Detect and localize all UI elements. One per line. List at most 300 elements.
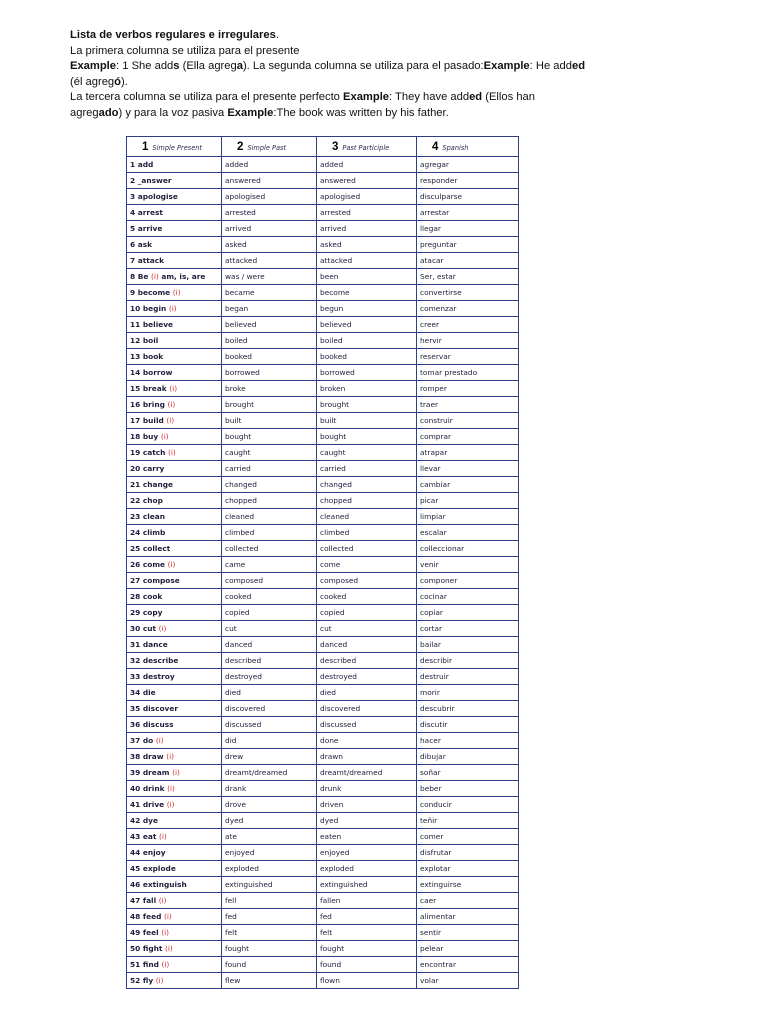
document-title: Lista de verbos regulares e irregulares: [70, 29, 276, 41]
table-row: [127, 717, 519, 733]
table-row: [127, 317, 519, 333]
verb-present: 47 fall: [130, 896, 157, 905]
cell-simple-past: brought: [222, 397, 317, 413]
verb-present: 7 attack: [130, 256, 165, 265]
table-row: [127, 349, 519, 365]
irregular-marker: (i): [158, 896, 167, 905]
intro-title-line: Lista de verbos regulares e irregulares.: [70, 29, 279, 41]
cell-past-participle: copied: [317, 605, 417, 621]
cell-past-participle: composed: [317, 573, 417, 589]
cell-simple-present: [127, 653, 222, 669]
verb-present: 2 _answer: [130, 176, 172, 185]
verb-present: 50 fight: [130, 944, 163, 953]
irregular-marker: (i): [165, 944, 173, 953]
table-row: [127, 365, 519, 381]
cell-simple-present: [127, 893, 222, 909]
cell-simple-present: [127, 253, 222, 269]
cell-spanish: extinguirse: [417, 877, 519, 893]
cell-simple-past: added: [222, 157, 317, 173]
cell-simple-present: [127, 909, 222, 925]
cell-simple-past: did: [222, 733, 317, 749]
cell-spanish: destruir: [417, 669, 519, 685]
cell-simple-present: [127, 669, 222, 685]
table-row: [127, 189, 519, 205]
table-header-row: [127, 137, 519, 157]
table-row: [127, 573, 519, 589]
cell-spanish: hervir: [417, 333, 519, 349]
header-past-participle: 3 Past Participle: [317, 137, 417, 157]
table-row: [127, 749, 519, 765]
cell-simple-past: found: [222, 957, 317, 973]
cell-spanish: disfrutar: [417, 845, 519, 861]
cell-simple-present: [127, 541, 222, 557]
cell-past-participle: asked: [317, 237, 417, 253]
cell-spanish: comenzar: [417, 301, 519, 317]
cell-spanish: caer: [417, 893, 519, 909]
cell-simple-past: caught: [222, 445, 317, 461]
cell-simple-present: [127, 333, 222, 349]
cell-simple-past: dyed: [222, 813, 317, 829]
cell-spanish: escalar: [417, 525, 519, 541]
irregular-marker: (i): [155, 736, 164, 745]
table-row: [127, 829, 519, 845]
cell-past-participle: extinguished: [317, 877, 417, 893]
verb-present: 4 arrest: [130, 208, 163, 217]
cell-spanish: teñir: [417, 813, 519, 829]
irregular-marker: (i): [163, 912, 172, 921]
table-row: [127, 285, 519, 301]
cell-simple-present: [127, 461, 222, 477]
cell-past-participle: enjoyed: [317, 845, 417, 861]
cell-simple-past: built: [222, 413, 317, 429]
verb-present: 13 book: [130, 352, 164, 361]
verb-present: 18 buy: [130, 432, 159, 441]
verb-present: 27 compose: [130, 576, 180, 585]
verb-present: 1 add: [130, 160, 154, 169]
header-spanish: 4 Spanish: [417, 137, 519, 157]
table-row: [127, 909, 519, 925]
cell-simple-past: changed: [222, 477, 317, 493]
cell-simple-past: discussed: [222, 717, 317, 733]
cell-spanish: Ser, estar: [417, 269, 519, 285]
verb-rows: [127, 157, 519, 989]
cell-simple-past: believed: [222, 317, 317, 333]
verb-present: 28 cook: [130, 592, 163, 601]
cell-simple-past: broke: [222, 381, 317, 397]
table-row: [127, 957, 519, 973]
irregular-marker: (i): [166, 800, 175, 809]
verb-present: 35 discover: [130, 704, 179, 713]
cell-simple-past: drove: [222, 797, 317, 813]
intro-line-3: La tercera columna se utiliza para el presente perfecto Example: They have added (Ellos han agregado) y para la voz pasiva Example:The book was written by his father.: [70, 91, 535, 119]
table-row: [127, 205, 519, 221]
cell-spanish: picar: [417, 493, 519, 509]
cell-simple-past: arrived: [222, 221, 317, 237]
cell-simple-past: booked: [222, 349, 317, 365]
verb-present-forms: am, is, are: [158, 272, 206, 281]
cell-simple-present: [127, 701, 222, 717]
cell-past-participle: carried: [317, 461, 417, 477]
verb-present: 6 ask: [130, 240, 153, 249]
table-row: [127, 557, 519, 573]
irregular-marker: (i): [167, 560, 176, 569]
table-row: [127, 685, 519, 701]
cell-spanish: traer: [417, 397, 519, 413]
cell-simple-past: fought: [222, 941, 317, 957]
verb-present: 8 Be: [130, 272, 149, 281]
verb-present: 49 feel: [130, 928, 159, 937]
cell-simple-present: [127, 861, 222, 877]
cell-simple-past: collected: [222, 541, 317, 557]
irregular-marker: (i): [166, 752, 175, 761]
cell-simple-present: [127, 317, 222, 333]
table-row: [127, 925, 519, 941]
verb-present: 24 climb: [130, 528, 166, 537]
verb-present: 23 clean: [130, 512, 166, 521]
cell-spanish: llegar: [417, 221, 519, 237]
cell-simple-present: [127, 845, 222, 861]
cell-past-participle: booked: [317, 349, 417, 365]
cell-simple-past: answered: [222, 173, 317, 189]
table-row: [127, 637, 519, 653]
cell-spanish: soñar: [417, 765, 519, 781]
verb-present: 25 collect: [130, 544, 171, 553]
verb-present: 10 begin: [130, 304, 167, 313]
cell-simple-past: cut: [222, 621, 317, 637]
cell-spanish: limpiar: [417, 509, 519, 525]
header-simple-present: 1 Simple Present: [127, 137, 222, 157]
table-row: [127, 381, 519, 397]
cell-simple-present: [127, 797, 222, 813]
cell-spanish: cambiar: [417, 477, 519, 493]
cell-simple-past: asked: [222, 237, 317, 253]
irregular-marker: (i): [168, 304, 177, 313]
cell-simple-present: [127, 237, 222, 253]
table-row: [127, 893, 519, 909]
irregular-marker: (i): [167, 784, 175, 793]
table-row: [127, 941, 519, 957]
cell-simple-present: [127, 285, 222, 301]
irregular-marker: (i): [161, 960, 170, 969]
cell-simple-present: [127, 813, 222, 829]
cell-spanish: volar: [417, 973, 519, 989]
cell-past-participle: danced: [317, 637, 417, 653]
cell-simple-past: exploded: [222, 861, 317, 877]
cell-simple-present: [127, 301, 222, 317]
intro-text: [70, 28, 590, 121]
cell-simple-past: came: [222, 557, 317, 573]
table-row: [127, 237, 519, 253]
cell-spanish: atacar: [417, 253, 519, 269]
cell-simple-present: [127, 365, 222, 381]
cell-simple-present: [127, 877, 222, 893]
cell-past-participle: destroyed: [317, 669, 417, 685]
verb-present: 44 enjoy: [130, 848, 166, 857]
verb-present: 21 change: [130, 480, 174, 489]
table-row: [127, 157, 519, 173]
cell-simple-present: [127, 973, 222, 989]
cell-spanish: explotar: [417, 861, 519, 877]
cell-spanish: llevar: [417, 461, 519, 477]
irregular-marker: (i): [150, 272, 159, 281]
table-row: [127, 333, 519, 349]
cell-simple-present: [127, 749, 222, 765]
cell-past-participle: come: [317, 557, 417, 573]
irregular-marker: (i): [160, 432, 169, 441]
cell-spanish: tomar prestado: [417, 365, 519, 381]
cell-simple-past: cleaned: [222, 509, 317, 525]
cell-spanish: reservar: [417, 349, 519, 365]
cell-simple-past: arrested: [222, 205, 317, 221]
cell-simple-present: [127, 557, 222, 573]
cell-simple-present: [127, 509, 222, 525]
cell-past-participle: cleaned: [317, 509, 417, 525]
header-simple-past: 2 Simple Past: [222, 137, 317, 157]
cell-spanish: bailar: [417, 637, 519, 653]
cell-past-participle: flown: [317, 973, 417, 989]
table-row: [127, 781, 519, 797]
cell-simple-present: [127, 221, 222, 237]
table-row: [127, 253, 519, 269]
table-row: [127, 973, 519, 989]
cell-simple-present: [127, 157, 222, 173]
cell-past-participle: driven: [317, 797, 417, 813]
irregular-marker: (i): [158, 832, 167, 841]
verb-present: 46 extinguish: [130, 880, 187, 889]
cell-spanish: atrapar: [417, 445, 519, 461]
table-row: [127, 589, 519, 605]
verb-present: 3 apologise: [130, 192, 178, 201]
cell-past-participle: discussed: [317, 717, 417, 733]
verb-present: 36 discuss: [130, 720, 174, 729]
cell-spanish: alimentar: [417, 909, 519, 925]
verb-present: 30 cut: [130, 624, 157, 633]
cell-simple-present: [127, 829, 222, 845]
cell-simple-past: fed: [222, 909, 317, 925]
cell-simple-present: [127, 925, 222, 941]
cell-simple-past: apologised: [222, 189, 317, 205]
cell-past-participle: arrested: [317, 205, 417, 221]
cell-spanish: disculparse: [417, 189, 519, 205]
cell-simple-present: [127, 605, 222, 621]
cell-simple-past: flew: [222, 973, 317, 989]
cell-past-participle: bought: [317, 429, 417, 445]
cell-spanish: cocinar: [417, 589, 519, 605]
table-row: [127, 877, 519, 893]
cell-spanish: convertirse: [417, 285, 519, 301]
cell-spanish: descubrir: [417, 701, 519, 717]
cell-simple-past: climbed: [222, 525, 317, 541]
cell-simple-past: discovered: [222, 701, 317, 717]
cell-past-participle: attacked: [317, 253, 417, 269]
cell-simple-past: drew: [222, 749, 317, 765]
cell-simple-past: died: [222, 685, 317, 701]
cell-past-participle: described: [317, 653, 417, 669]
cell-spanish: hacer: [417, 733, 519, 749]
cell-simple-present: [127, 429, 222, 445]
verb-present: 34 die: [130, 688, 156, 697]
verb-present: 29 copy: [130, 608, 163, 617]
table-row: [127, 397, 519, 413]
cell-spanish: romper: [417, 381, 519, 397]
table-row: [127, 301, 519, 317]
cell-past-participle: dyed: [317, 813, 417, 829]
irregular-marker: (i): [155, 976, 164, 985]
cell-simple-present: [127, 381, 222, 397]
cell-spanish: dibujar: [417, 749, 519, 765]
cell-past-participle: drunk: [317, 781, 417, 797]
cell-simple-present: [127, 637, 222, 653]
table-row: [127, 733, 519, 749]
irregular-marker: (i): [167, 448, 176, 457]
table-row: [127, 701, 519, 717]
table-row: [127, 861, 519, 877]
irregular-marker: (i): [167, 400, 176, 409]
table-row: [127, 653, 519, 669]
verb-present: 17 build: [130, 416, 164, 425]
verb-present: 9 become: [130, 288, 171, 297]
verb-present: 14 borrow: [130, 368, 173, 377]
table-row: [127, 765, 519, 781]
table-row: [127, 813, 519, 829]
cell-simple-past: described: [222, 653, 317, 669]
cell-simple-past: destroyed: [222, 669, 317, 685]
cell-past-participle: arrived: [317, 221, 417, 237]
cell-spanish: colleccionar: [417, 541, 519, 557]
cell-past-participle: borrowed: [317, 365, 417, 381]
table-row: [127, 797, 519, 813]
cell-spanish: beber: [417, 781, 519, 797]
cell-simple-present: [127, 349, 222, 365]
verb-present: 22 chop: [130, 496, 163, 505]
verb-present: 52 fly: [130, 976, 154, 985]
cell-past-participle: died: [317, 685, 417, 701]
cell-past-participle: chopped: [317, 493, 417, 509]
cell-past-participle: felt: [317, 925, 417, 941]
cell-simple-past: bought: [222, 429, 317, 445]
cell-simple-present: [127, 765, 222, 781]
cell-past-participle: fed: [317, 909, 417, 925]
cell-past-participle: been: [317, 269, 417, 285]
cell-spanish: preguntar: [417, 237, 519, 253]
cell-past-participle: changed: [317, 477, 417, 493]
cell-past-participle: cooked: [317, 589, 417, 605]
cell-simple-present: [127, 525, 222, 541]
table-row: [127, 605, 519, 621]
cell-past-participle: answered: [317, 173, 417, 189]
irregular-marker: (i): [172, 768, 180, 777]
cell-spanish: comprar: [417, 429, 519, 445]
verb-present: 39 dream: [130, 768, 170, 777]
table-row: [127, 845, 519, 861]
cell-spanish: pelear: [417, 941, 519, 957]
cell-past-participle: become: [317, 285, 417, 301]
irregular-marker: (i): [166, 416, 175, 425]
cell-simple-present: [127, 173, 222, 189]
verb-present: 20 carry: [130, 464, 165, 473]
cell-past-participle: eaten: [317, 829, 417, 845]
cell-past-participle: fought: [317, 941, 417, 957]
table-row: [127, 269, 519, 285]
cell-past-participle: exploded: [317, 861, 417, 877]
table-row: [127, 429, 519, 445]
cell-simple-past: felt: [222, 925, 317, 941]
cell-simple-past: fell: [222, 893, 317, 909]
cell-past-participle: built: [317, 413, 417, 429]
cell-spanish: conducir: [417, 797, 519, 813]
irregular-marker: (i): [161, 928, 170, 937]
cell-simple-present: [127, 957, 222, 973]
cell-simple-present: [127, 445, 222, 461]
cell-simple-past: chopped: [222, 493, 317, 509]
cell-simple-past: drank: [222, 781, 317, 797]
verb-present: 5 arrive: [130, 224, 163, 233]
cell-past-participle: apologised: [317, 189, 417, 205]
cell-simple-present: [127, 573, 222, 589]
cell-spanish: copiar: [417, 605, 519, 621]
cell-simple-past: became: [222, 285, 317, 301]
cell-spanish: morir: [417, 685, 519, 701]
cell-past-participle: collected: [317, 541, 417, 557]
cell-past-participle: begun: [317, 301, 417, 317]
cell-simple-past: cooked: [222, 589, 317, 605]
verb-present: 48 feed: [130, 912, 162, 921]
verb-present: 42 dye: [130, 816, 158, 825]
cell-simple-past: borrowed: [222, 365, 317, 381]
verb-table: [126, 136, 519, 989]
cell-spanish: componer: [417, 573, 519, 589]
cell-simple-present: [127, 685, 222, 701]
cell-simple-past: copied: [222, 605, 317, 621]
cell-spanish: sentir: [417, 925, 519, 941]
table-row: [127, 541, 519, 557]
cell-simple-present: [127, 493, 222, 509]
verb-present: 37 do: [130, 736, 154, 745]
cell-simple-present: [127, 269, 222, 285]
cell-simple-past: danced: [222, 637, 317, 653]
cell-past-participle: climbed: [317, 525, 417, 541]
cell-spanish: agregar: [417, 157, 519, 173]
cell-simple-past: enjoyed: [222, 845, 317, 861]
table-row: [127, 445, 519, 461]
table-row: [127, 493, 519, 509]
table-row: [127, 173, 519, 189]
verb-present: 43 eat: [130, 832, 157, 841]
cell-simple-past: attacked: [222, 253, 317, 269]
verb-present: 15 break: [130, 384, 167, 393]
cell-simple-present: [127, 189, 222, 205]
cell-spanish: cortar: [417, 621, 519, 637]
cell-spanish: comer: [417, 829, 519, 845]
table-row: [127, 509, 519, 525]
verb-present: 51 find: [130, 960, 159, 969]
verb-present: 19 catch: [130, 448, 166, 457]
cell-simple-past: ate: [222, 829, 317, 845]
cell-simple-past: was / were: [222, 269, 317, 285]
cell-past-participle: broken: [317, 381, 417, 397]
table-row: [127, 669, 519, 685]
cell-simple-past: began: [222, 301, 317, 317]
verb-present: 11 believe: [130, 320, 174, 329]
cell-spanish: discutir: [417, 717, 519, 733]
verb-present: 40 drink: [130, 784, 165, 793]
verb-present: 12 boil: [130, 336, 159, 345]
cell-spanish: describir: [417, 653, 519, 669]
table-row: [127, 461, 519, 477]
verb-present: 16 bring: [130, 400, 165, 409]
table-row: [127, 621, 519, 637]
cell-past-participle: caught: [317, 445, 417, 461]
